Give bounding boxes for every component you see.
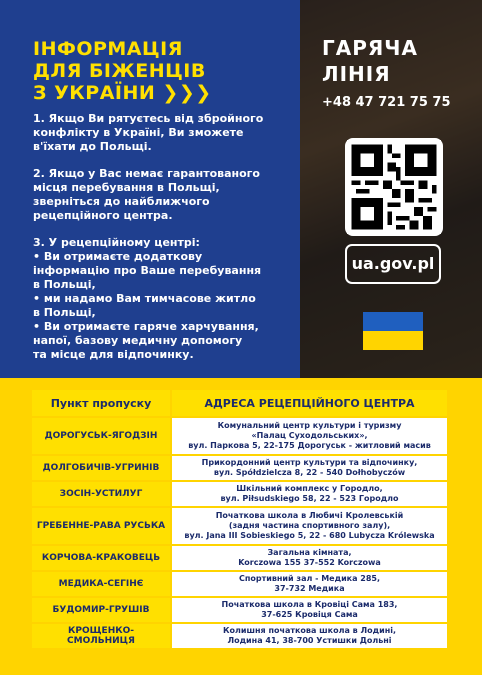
table-row	[31, 455, 448, 481]
table-header-row	[31, 389, 448, 417]
border-point: ДОРОГУСЬК-ЯГОДЗІН	[31, 417, 171, 455]
center-address: Загальна кімната, Korczowa 155 37-552 Korczowa	[171, 545, 448, 571]
table-row	[31, 507, 448, 545]
center-address: Комунальний центр культури і туризму «Палац Суходольських», вул. Паркова 5, 22-175 Дорогуськ - житловий масив	[171, 417, 448, 455]
border-point: КРОЩЕНКО-СМОЛЬНИЦЯ	[31, 623, 171, 649]
info-item-3: 3. У рецепційному центрі: • Ви отримаєте додаткову інформацію про Ваше перебування в Польщі, • ми надамо Вам тимчасове житло в Польщі, • Ви отримаєте гаряче харчування, напої, базову медичну допомогу та місце для відпочинку.	[33, 236, 262, 361]
border-point: ГРЕБЕННЕ-РАВА РУСЬКА	[31, 507, 171, 545]
border-point: КОРЧОВА-КРАКОВЕЦЬ	[31, 545, 171, 571]
qr-code[interactable]	[345, 138, 443, 236]
border-point: МЕДИКА-СЕГІНЄ	[31, 571, 171, 597]
hotline-title-1: ГАРЯЧА	[322, 36, 418, 60]
flag-yellow-stripe	[363, 331, 423, 350]
border-point: ДОЛГОБИЧІВ-УГРИНІВ	[31, 455, 171, 481]
center-address: Прикордонний центр культури та відпочинку, вул. Spółdzielcza 8, 22 - 540 Dołhobyczów	[171, 455, 448, 481]
center-address: Колишня початкова школа в Лодині, Лодина 41, 38-700 Устишки Дольні	[171, 623, 448, 649]
table-row	[31, 571, 448, 597]
table-row	[31, 481, 448, 507]
title-line-1: ІНФОРМАЦІЯ	[33, 38, 183, 60]
center-address: Початкова школа в Кровіці Сама 183, 37-625 Кровіця Сама	[171, 597, 448, 623]
border-point: ЗОСІН-УСТИЛУГ	[31, 481, 171, 507]
qr-code-icon	[347, 140, 441, 234]
title-line-3: З УКРАЇНИ ❯❯❯	[33, 82, 212, 104]
reception-centers-table	[30, 388, 449, 650]
table-row	[31, 417, 448, 455]
center-address: Спортивний зал - Медика 285, 37-732 Медика	[171, 571, 448, 597]
hotline-block	[322, 35, 451, 110]
column-header-address: АДРЕСА РЕЦЕПЦІЙНОГО ЦЕНТРА	[171, 389, 448, 417]
website-link[interactable]: ua.gov.pl	[345, 244, 441, 284]
info-item-2: 2. Якщо у Вас немає гарантованого місця перебування в Польщі, зверніться до найближчого рецепційного центра.	[33, 167, 260, 222]
hotline-phone[interactable]: +48 47 721 75 75	[322, 95, 451, 110]
hotline-title-2: ЛІНІЯ	[322, 62, 391, 86]
ukraine-flag	[363, 312, 423, 350]
border-point: БУДОМИР-ГРУШІВ	[31, 597, 171, 623]
title-line-2: ДЛЯ БІЖЕНЦІВ	[33, 60, 206, 82]
center-address: Шкільний комплекс у Городло, вул. Piłsudskiego 58, 22 - 523 Городло	[171, 481, 448, 507]
table-row	[31, 623, 448, 649]
info-list	[33, 112, 293, 375]
table-row	[31, 597, 448, 623]
leaflet-title	[33, 38, 293, 104]
center-address: Початкова школа в Любичі Кролевській (задня частина спортивного залу), вул. Jana III Sobieskiego 5, 22 - 680 Lubycza Królewska	[171, 507, 448, 545]
flag-blue-stripe	[363, 312, 423, 331]
info-item-1: 1. Якщо Ви рятуєтесь від збройного конфлікту в Україні, Ви зможете в'їхати до Польщі.	[33, 112, 264, 153]
column-header-point: Пункт пропуску	[31, 389, 171, 417]
table-row	[31, 545, 448, 571]
